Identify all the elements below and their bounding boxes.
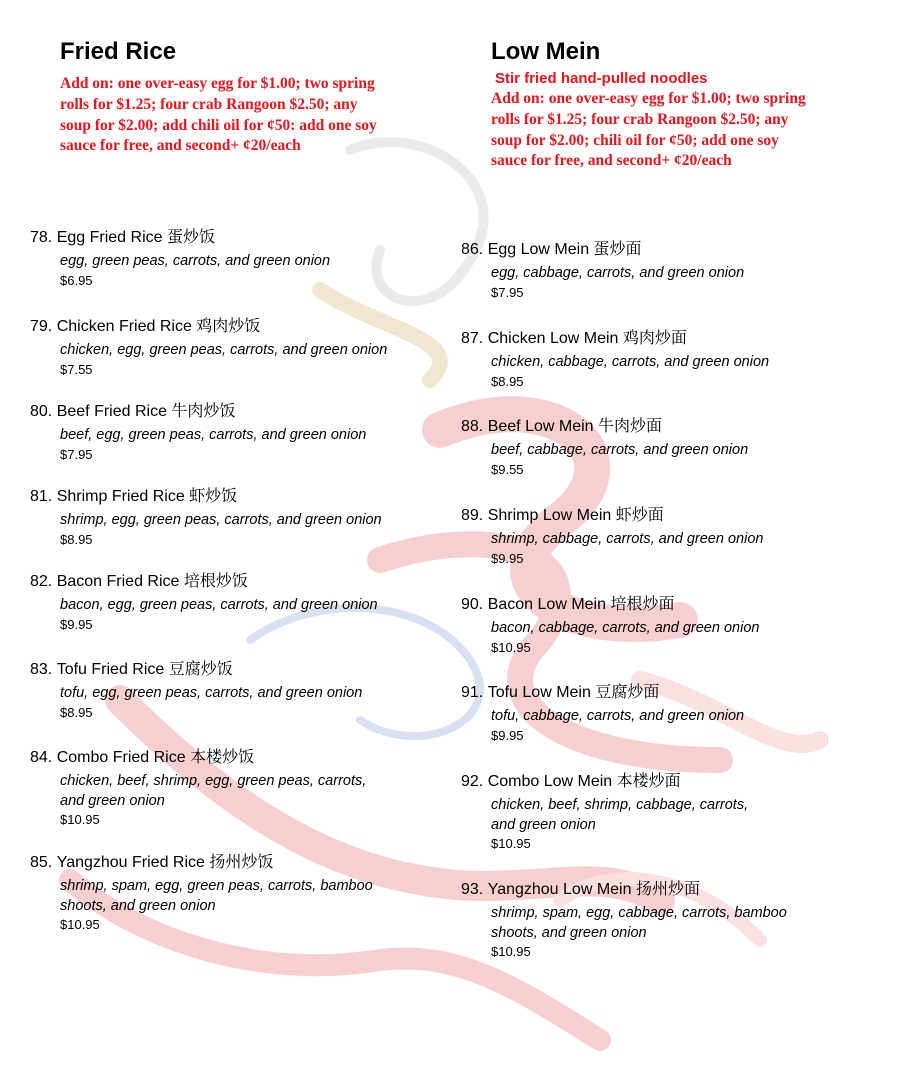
menu-item	[30, 572, 450, 633]
item-name: Egg Low Mein 蛋炒面	[487, 241, 642, 258]
item-name: Beef Low Mein 牛肉炒面	[487, 418, 662, 435]
item-description: shoots, and green onion	[491, 924, 647, 941]
item-name: Beef Fried Rice 牛肉炒饭	[56, 403, 236, 420]
item-description: shrimp, cabbage, carrots, and green onion	[491, 531, 764, 547]
item-name: Yangzhou Fried Rice 扬州炒饭	[56, 854, 274, 871]
item-number: 92.	[461, 773, 484, 790]
low-mein-title: Low Mein	[491, 38, 601, 65]
item-name: Chicken Fried Rice 鸡肉炒饭	[56, 318, 261, 335]
item-name: Yangzhou Low Mein 扬州炒面	[487, 881, 700, 898]
item-number: 81.	[30, 488, 53, 505]
item-description: egg, cabbage, carrots, and green onion	[491, 265, 745, 281]
menu-item	[461, 595, 881, 656]
item-description: and green onion	[491, 816, 596, 833]
item-description: beef, cabbage, carrots, and green onion	[491, 442, 749, 458]
item-number: 86.	[461, 241, 484, 258]
item-description: tofu, cabbage, carrots, and green onion	[491, 708, 745, 724]
item-description: chicken, beef, shrimp, cabbage, carrots,	[491, 797, 749, 813]
item-name: Combo Fried Rice 本楼炒饭	[56, 749, 255, 766]
item-description: shrimp, egg, green peas, carrots, and green onion	[60, 512, 382, 528]
addon-line: rolls for $1.25; four crab Rangoon $2.50; any	[60, 95, 358, 113]
menu-item	[30, 317, 450, 378]
item-description: chicken, beef, shrimp, egg, green peas, carrots,	[60, 773, 367, 789]
menu-item	[461, 329, 881, 390]
menu-item	[461, 417, 881, 478]
item-price: $8.95	[60, 531, 93, 547]
item-price: $8.95	[491, 373, 524, 389]
low-mein-addon-note	[491, 89, 900, 172]
item-price: $6.95	[60, 272, 93, 288]
item-description: bacon, egg, green peas, carrots, and green onion	[60, 597, 378, 613]
fried-rice-title: Fried Rice	[60, 38, 177, 65]
item-number: 83.	[30, 661, 53, 678]
low-mein-subtitle: Stir fried hand-pulled noodles	[495, 70, 708, 87]
item-description: shoots, and green onion	[60, 897, 216, 914]
item-number: 85.	[30, 854, 53, 871]
item-name: Chicken Low Mein 鸡肉炒面	[487, 330, 687, 347]
menu-item	[461, 506, 881, 567]
item-description: beef, egg, green peas, carrots, and green onion	[60, 427, 367, 443]
item-description: and green onion	[60, 792, 165, 809]
addon-line: soup for $2.00; chili oil for ¢50; add one soy	[491, 131, 779, 149]
addon-line: soup for $2.00; add chili oil for ¢50: add one soy	[60, 116, 377, 134]
item-description: chicken, cabbage, carrots, and green onion	[491, 354, 770, 370]
item-name: Bacon Low Mein 培根炒面	[487, 596, 675, 613]
item-number: 80.	[30, 403, 53, 420]
item-price: $9.95	[60, 616, 93, 632]
item-number: 91.	[461, 684, 484, 701]
item-description: egg, green peas, carrots, and green onion	[60, 253, 331, 269]
item-price: $9.55	[491, 461, 524, 477]
item-price: $10.95	[491, 639, 531, 655]
menu-item	[461, 683, 881, 744]
item-price: $7.95	[60, 446, 93, 462]
menu-item	[30, 748, 450, 828]
item-number: 88.	[461, 418, 484, 435]
item-price: $10.95	[60, 917, 100, 932]
item-price: $10.95	[491, 836, 531, 851]
fried-rice-addon-note	[60, 74, 480, 157]
item-number: 93.	[461, 881, 484, 898]
item-name: Bacon Fried Rice 培根炒饭	[56, 573, 248, 590]
item-number: 78.	[30, 229, 53, 246]
item-name: Tofu Low Mein 豆腐炒面	[487, 684, 660, 701]
item-number: 89.	[461, 507, 484, 524]
item-description: shrimp, spam, egg, cabbage, carrots, bamboo	[491, 905, 787, 921]
item-number: 84.	[30, 749, 53, 766]
addon-line: sauce for free, and second+ ¢20/each	[491, 152, 732, 170]
menu-item	[30, 853, 450, 933]
item-name: Shrimp Low Mein 虾炒面	[487, 507, 664, 524]
item-name: Egg Fried Rice 蛋炒饭	[56, 229, 215, 246]
item-price: $9.95	[491, 727, 524, 743]
item-number: 87.	[461, 330, 484, 347]
addon-line: Add on: one over-easy egg for $1.00; two spring	[60, 75, 375, 92]
menu-item	[461, 880, 881, 960]
item-description: chicken, egg, green peas, carrots, and green onion	[60, 342, 388, 358]
item-price: $10.95	[60, 812, 100, 827]
item-name: Shrimp Fried Rice 虾炒饭	[56, 488, 238, 505]
item-name: Combo Low Mein 本楼炒面	[487, 773, 681, 790]
item-price: $7.95	[491, 284, 524, 300]
addon-line: sauce for free, and second+ ¢20/each	[60, 137, 301, 155]
item-price: $9.95	[491, 550, 524, 566]
menu-item	[30, 487, 450, 548]
item-price: $10.95	[491, 944, 531, 959]
item-price: $8.95	[60, 704, 93, 720]
menu-item	[461, 772, 881, 852]
item-description: shrimp, spam, egg, green peas, carrots, bamboo	[60, 878, 373, 894]
addon-line: Add on: one over-easy egg for $1.00; two spring	[491, 90, 806, 107]
menu-item	[461, 240, 881, 301]
item-description: tofu, egg, green peas, carrots, and green onion	[60, 685, 363, 701]
item-number: 79.	[30, 318, 53, 335]
item-name: Tofu Fried Rice 豆腐炒饭	[56, 661, 233, 678]
item-price: $7.55	[60, 361, 93, 377]
item-description: bacon, cabbage, carrots, and green onion	[491, 620, 760, 636]
menu-item	[30, 228, 450, 289]
item-number: 82.	[30, 573, 53, 590]
item-number: 90.	[461, 596, 484, 613]
menu-item	[30, 402, 450, 463]
addon-line: rolls for $1.25; four crab Rangoon $2.50; any	[491, 110, 789, 128]
menu-item	[30, 660, 450, 721]
